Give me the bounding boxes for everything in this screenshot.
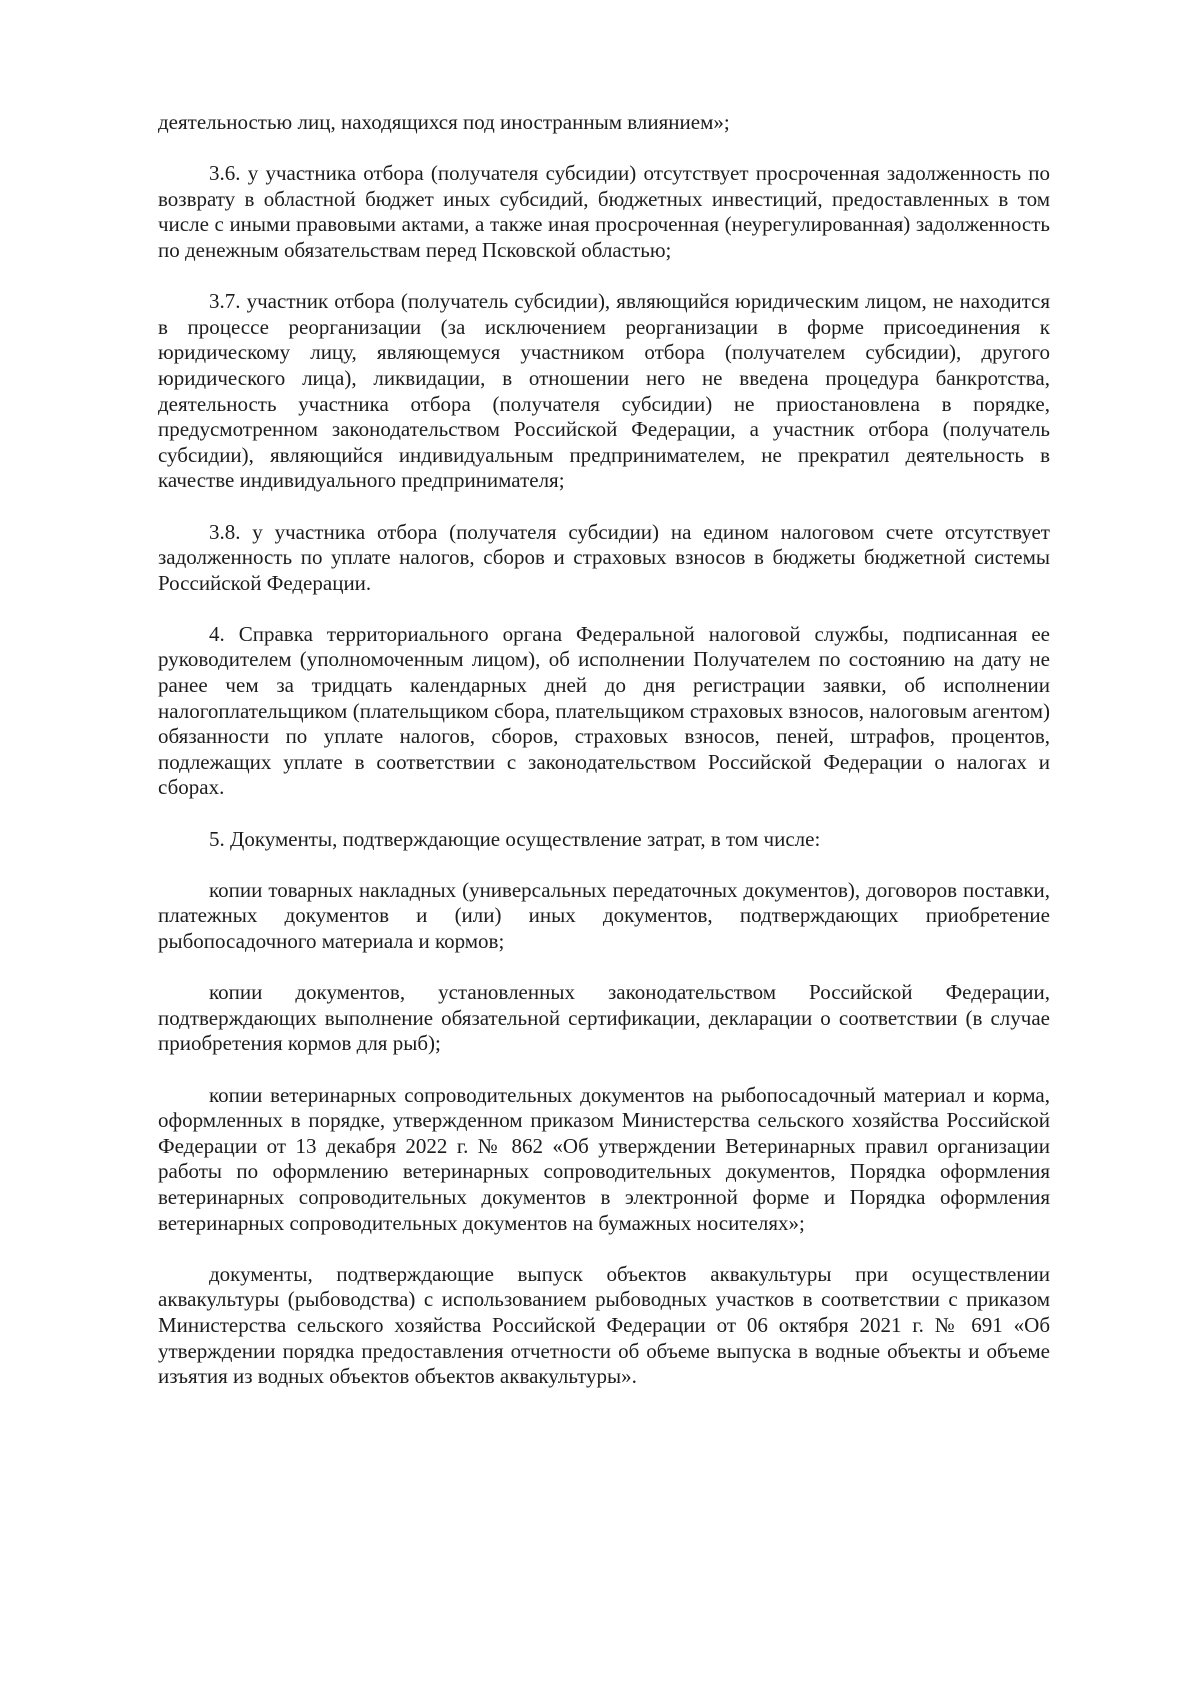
paragraph-continuation: деятельностью лиц, находящихся под иностранным влиянием»; <box>158 110 730 134</box>
paragraph-5: 5. Документы, подтверждающие осуществление затрат, в том числе: <box>209 826 821 851</box>
paragraph-4: 4. Справка территориального органа Федеральной налоговой службы, подписанная ее руководителем (уполномоченным лицом), об исполнении Получателем по состоянию на дату не ранее чем за тридцать календарных дней до дня регистрации заявки, об исполнении налогоплательщиком (плательщиком сбора, плательщиком страховых взносов, налоговым агентом) обязанности по уплате налогов, сборов, страховых взносов, пеней, штрафов, процентов, подлежащих уплате в соответствии с законодательством Российской Федерации о налогах и сборах. <box>158 621 1050 800</box>
paragraph-3-8: 3.8. у участника отбора (получателя субсидии) на едином налоговом счете отсутствует задолженность по уплате налогов, сборов и страховых взносов в бюджеты бюджетной системы Российской Федерации. <box>158 519 1050 595</box>
paragraph-3-6: 3.6. у участника отбора (получателя субсидии) отсутствует просроченная задолженность по возврату в областной бюджет иных субсидий, бюджетных инвестиций, предоставленных в том числе с иными правовыми актами, а также иная просроченная (неурегулированная) задолженность по денежным обязательствам перед Псковской областью; <box>158 161 1050 262</box>
paragraph-5-item-2: копии документов, установленных законодательством Российской Федерации, подтверждающих выполнение обязательной сертификации, декларации о соответствии (в случае приобретения кормов для рыб); <box>158 980 1050 1056</box>
paragraph-3-7: 3.7. участник отбора (получатель субсидии), являющийся юридическим лицом, не находится в процессе реорганизации (за исключением реорганизации в форме присоединения к юридическому лицу, являющемуся участником отбора (получателем субсидии), другого юридического лица), ликвидации, в отношении него не введена процедура банкротства, деятельность участника отбора (получателя субсидии) не приостановлена в порядке, предусмотренном законодательством Российской Федерации, а участник отбора (получатель субсидии), являющийся индивидуальным предпринимателем, не прекратил деятельность в качестве индивидуального предпринимателя; <box>158 289 1050 493</box>
paragraph-5-item-3: копии ветеринарных сопроводительных документов на рыбопосадочный материал и корма, оформленных в порядке, утвержденном приказом Министерства сельского хозяйства Российской Федерации от 13 декабря 2022 г. № 862 «Об утверждении Ветеринарных правил организации работы по оформлению ветеринарных сопроводительных документов, Порядка оформления ветеринарных сопроводительных документов в электронной форме и Порядка оформления ветеринарных сопроводительных документов на бумажных носителях»; <box>158 1082 1050 1235</box>
document-page <box>158 110 1050 1390</box>
paragraph-5-item-1: копии товарных накладных (универсальных передаточных документов), договоров поставки, платежных документов и (или) иных документов, подтверждающих приобретение рыбопосадочного материала и кормов; <box>158 877 1050 953</box>
paragraph-5-item-4: документы, подтверждающие выпуск объектов аквакультуры при осуществлении аквакультуры (рыбоводства) с использованием рыбоводных участков в соответствии с приказом Министерства сельского хозяйства Российской Федерации от 06 октября 2021 г. № 691 «Об утверждении порядка предоставления отчетности об объеме выпуска в водные объекты и объеме изъятия из водных объектов объектов аквакультуры». <box>158 1261 1050 1389</box>
